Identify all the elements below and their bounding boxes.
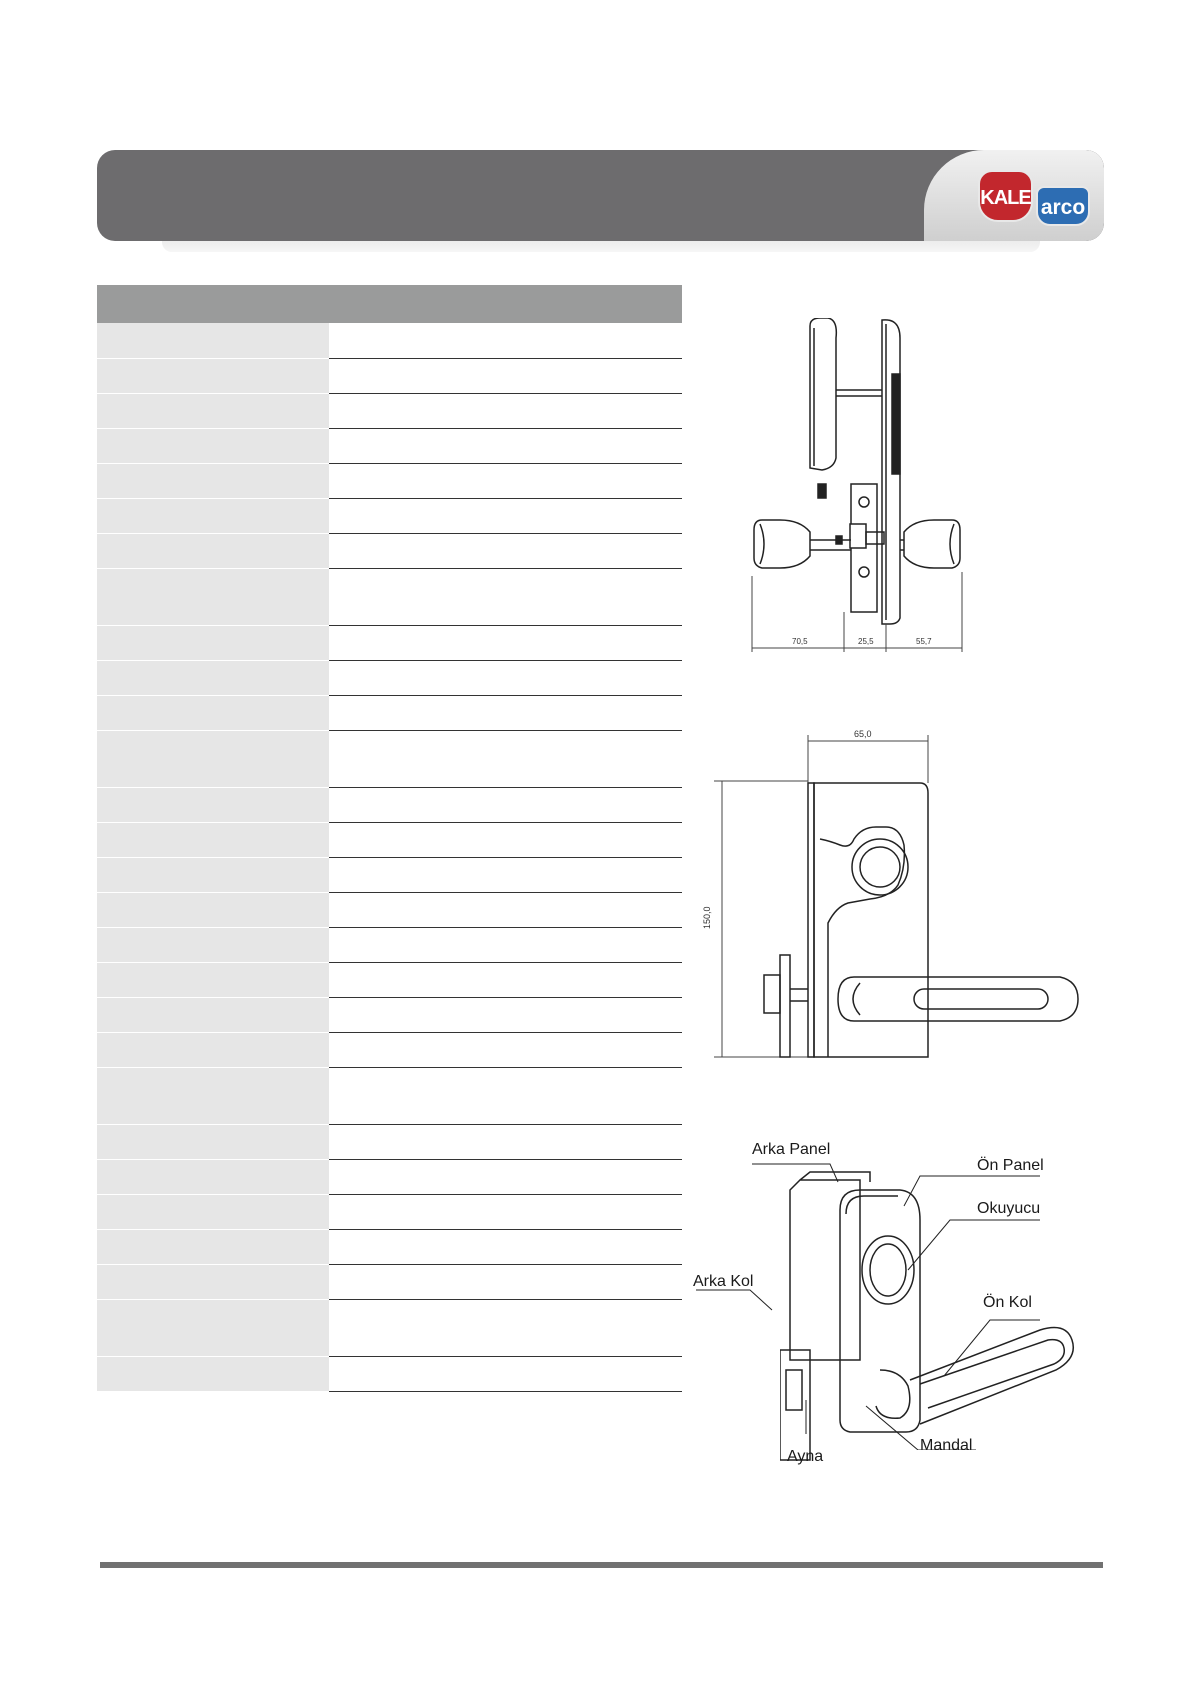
top-view-drawing [740,318,975,653]
spec-row-value [329,1195,682,1230]
label-ayna: Ayna [787,1448,824,1465]
spec-row-label [97,464,329,499]
spec-row-label [97,858,329,893]
label-arka-panel: Arka Panel [752,1141,831,1158]
spec-row-value [329,626,682,661]
label-arka-kol: Arka Kol [693,1273,754,1290]
spec-row-label [97,1265,329,1300]
dimension-label: 150,0 [702,906,712,929]
label-mandal: Mandal [920,1437,973,1454]
spec-row-value [329,394,682,429]
spec-row-label [97,1300,329,1357]
spec-row-label [97,731,329,788]
spec-row-label [97,499,329,534]
label-on-panel: Ön Panel [977,1157,1044,1174]
spec-table-header [97,285,682,323]
spec-row-label [97,998,329,1033]
spec-row-value [329,731,682,788]
spec-row-value [329,858,682,893]
spec-row-value [329,499,682,534]
spec-row-value [329,998,682,1033]
label-okuyucu: Okuyucu [977,1200,1041,1217]
spec-row-value [329,1357,682,1392]
spec-row-label [97,569,329,626]
spec-row-value [329,1125,682,1160]
spec-row-value [329,928,682,963]
spec-row-label [97,626,329,661]
spec-row-value [329,1265,682,1300]
spec-row-value [329,823,682,858]
spec-row-value [329,429,682,464]
spec-row-label [97,963,329,998]
spec-row-label [97,661,329,696]
callout-lines [690,1160,1110,1450]
spec-row-value [329,1068,682,1125]
front-view-drawing [700,727,1100,1067]
spec-row-value [329,323,682,359]
spec-row-label [97,1125,329,1160]
spec-row-value [329,359,682,394]
spec-row-value [329,696,682,731]
spec-row-label [97,823,329,858]
dimension-label: 70,5 [792,637,808,646]
footer-divider [100,1562,1103,1568]
spec-row-label [97,1230,329,1265]
spec-row-value [329,1300,682,1357]
spec-row-value [329,569,682,626]
header-banner [97,150,1104,241]
spec-row-value [329,1033,682,1068]
spec-row-value [329,1230,682,1265]
spec-row-label [97,788,329,823]
spec-row-value [329,1160,682,1195]
spec-row-value [329,788,682,823]
spec-row-value [329,534,682,569]
spec-row-label [97,696,329,731]
spec-row-label [97,394,329,429]
spec-row-label [97,928,329,963]
spec-row-label [97,534,329,569]
arco-logo: arco [1036,186,1090,226]
spec-row-label [97,359,329,394]
dimension-label: 25,5 [858,637,874,646]
spec-row-value [329,661,682,696]
spec-row-label [97,1357,329,1392]
spec-row-label [97,429,329,464]
dimension-label: 65,0 [854,729,872,739]
spec-row-value [329,464,682,499]
spec-row-label [97,1160,329,1195]
spec-row-label [97,1195,329,1230]
label-on-kol: Ön Kol [983,1294,1032,1311]
spec-row-value [329,963,682,998]
spec-row-label [97,323,329,359]
spec-row-value [329,893,682,928]
spec-row-label [97,893,329,928]
kale-logo: KALE [978,170,1033,222]
dimension-label: 55,7 [916,637,932,646]
spec-row-label [97,1068,329,1125]
spec-row-label [97,1033,329,1068]
